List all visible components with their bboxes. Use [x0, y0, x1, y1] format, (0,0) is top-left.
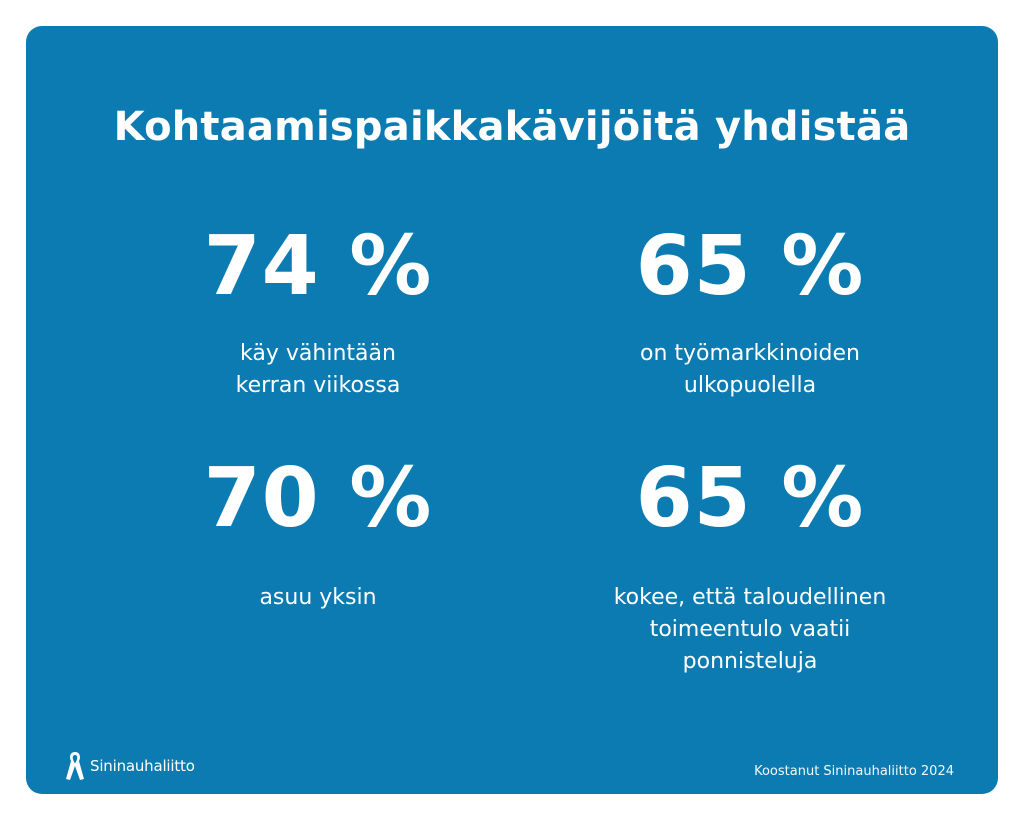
stat-label-line: käy vähintään [240, 341, 396, 366]
infographic-card [26, 26, 998, 794]
ribbon-icon [64, 750, 86, 782]
stat-weekly-visits [118, 219, 518, 402]
stat-label [550, 582, 950, 678]
stat-label-line: on työmarkkinoiden [639, 341, 860, 366]
stat-label-line: kerran viikossa [235, 373, 401, 398]
stat-label [118, 338, 518, 402]
stat-label-line: ponnisteluja [682, 649, 818, 674]
stat-label [550, 338, 950, 402]
credit-text: Koostanut Sininauhaliitto 2024 [754, 764, 954, 779]
stat-financial-struggle [550, 451, 950, 678]
stat-label-line: toimeentulo vaatii [649, 617, 851, 642]
stat-label-line: ulkopuolella [683, 373, 817, 398]
stat-value: 65 % [635, 451, 865, 546]
stat-outside-labor-market [550, 219, 950, 402]
stat-label [118, 582, 518, 614]
stat-value: 70 % [203, 451, 433, 546]
stat-label-line: kokee, että taloudellinen [613, 585, 887, 610]
page-title: Kohtaamispaikkakävijöitä yhdistää [113, 104, 911, 150]
sininauhaliitto-logo [64, 750, 195, 782]
stat-value: 74 % [203, 219, 433, 314]
logo-text: Sininauhaliitto [90, 757, 195, 775]
stat-label-line: asuu yksin [259, 585, 377, 610]
stat-lives-alone [118, 451, 518, 614]
stat-value: 65 % [635, 219, 865, 314]
